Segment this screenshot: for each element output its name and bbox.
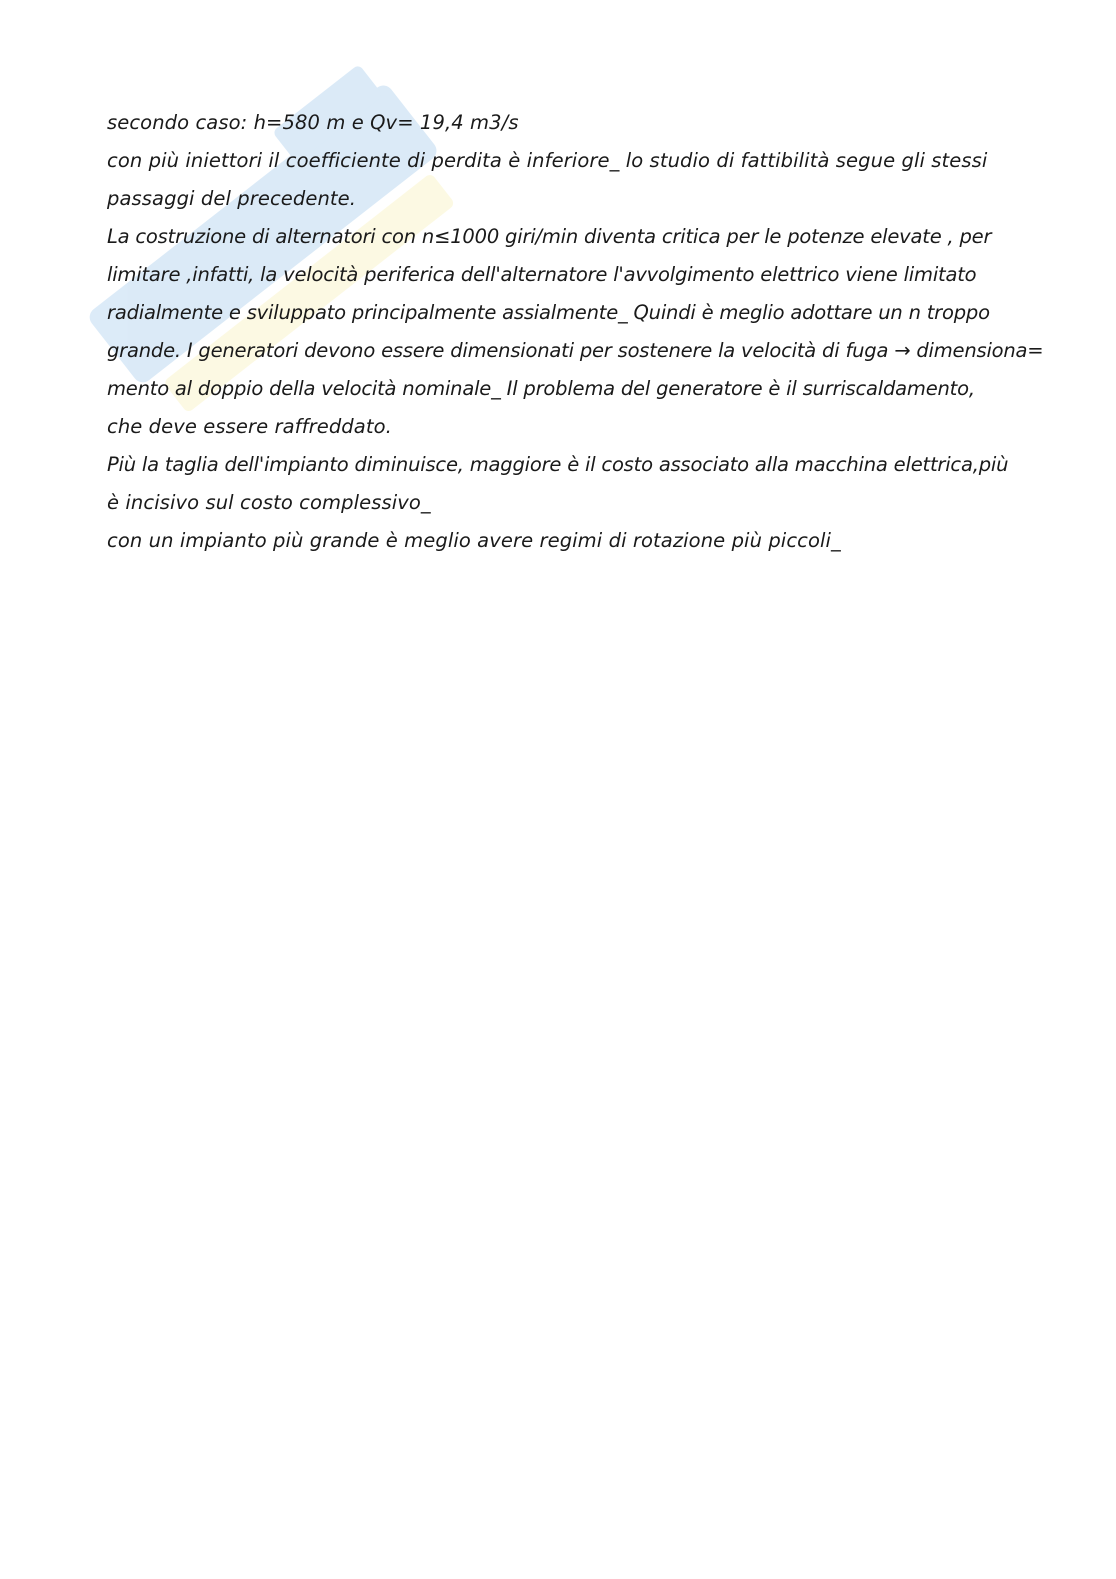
note-line-5: limitare ,infatti, la velocità periferica dell'alternatore l'avvolgimento elettrico viene limitato: [107, 263, 977, 286]
note-line-10: Più la taglia dell'impianto diminuisce, maggiore è il costo associato alla macchina elettrica,più: [107, 453, 1009, 476]
note-line-11: è incisivo sul costo complessivo_: [107, 491, 431, 514]
note-line-8: mento al doppio della velocità nominale_ Il problema del generatore è il surriscaldamento,: [107, 377, 975, 400]
note-line-1: secondo caso: h=580 m e Qv= 19,4 m3/s: [107, 111, 519, 134]
handwritten-notes: [107, 104, 1077, 560]
note-line-2: con più iniettori il coefficiente di perdita è inferiore_ lo studio di fattibilità segue gli stessi: [107, 149, 988, 172]
note-line-7: grande. I generatori devono essere dimensionati per sostenere la velocità di fuga → dimensiona=: [107, 339, 1044, 362]
note-line-12: con un impianto più grande è meglio avere regimi di rotazione più piccoli_: [107, 529, 841, 552]
note-line-4: La costruzione di alternatori con n≤1000 giri/min diventa critica per le potenze elevate , per: [107, 225, 992, 248]
note-line-6: radialmente e sviluppato principalmente assialmente_ Quindi è meglio adottare un n troppo: [107, 301, 990, 324]
note-line-3: passaggi del precedente.: [107, 187, 357, 210]
note-line-9: che deve essere raffreddato.: [107, 415, 392, 438]
